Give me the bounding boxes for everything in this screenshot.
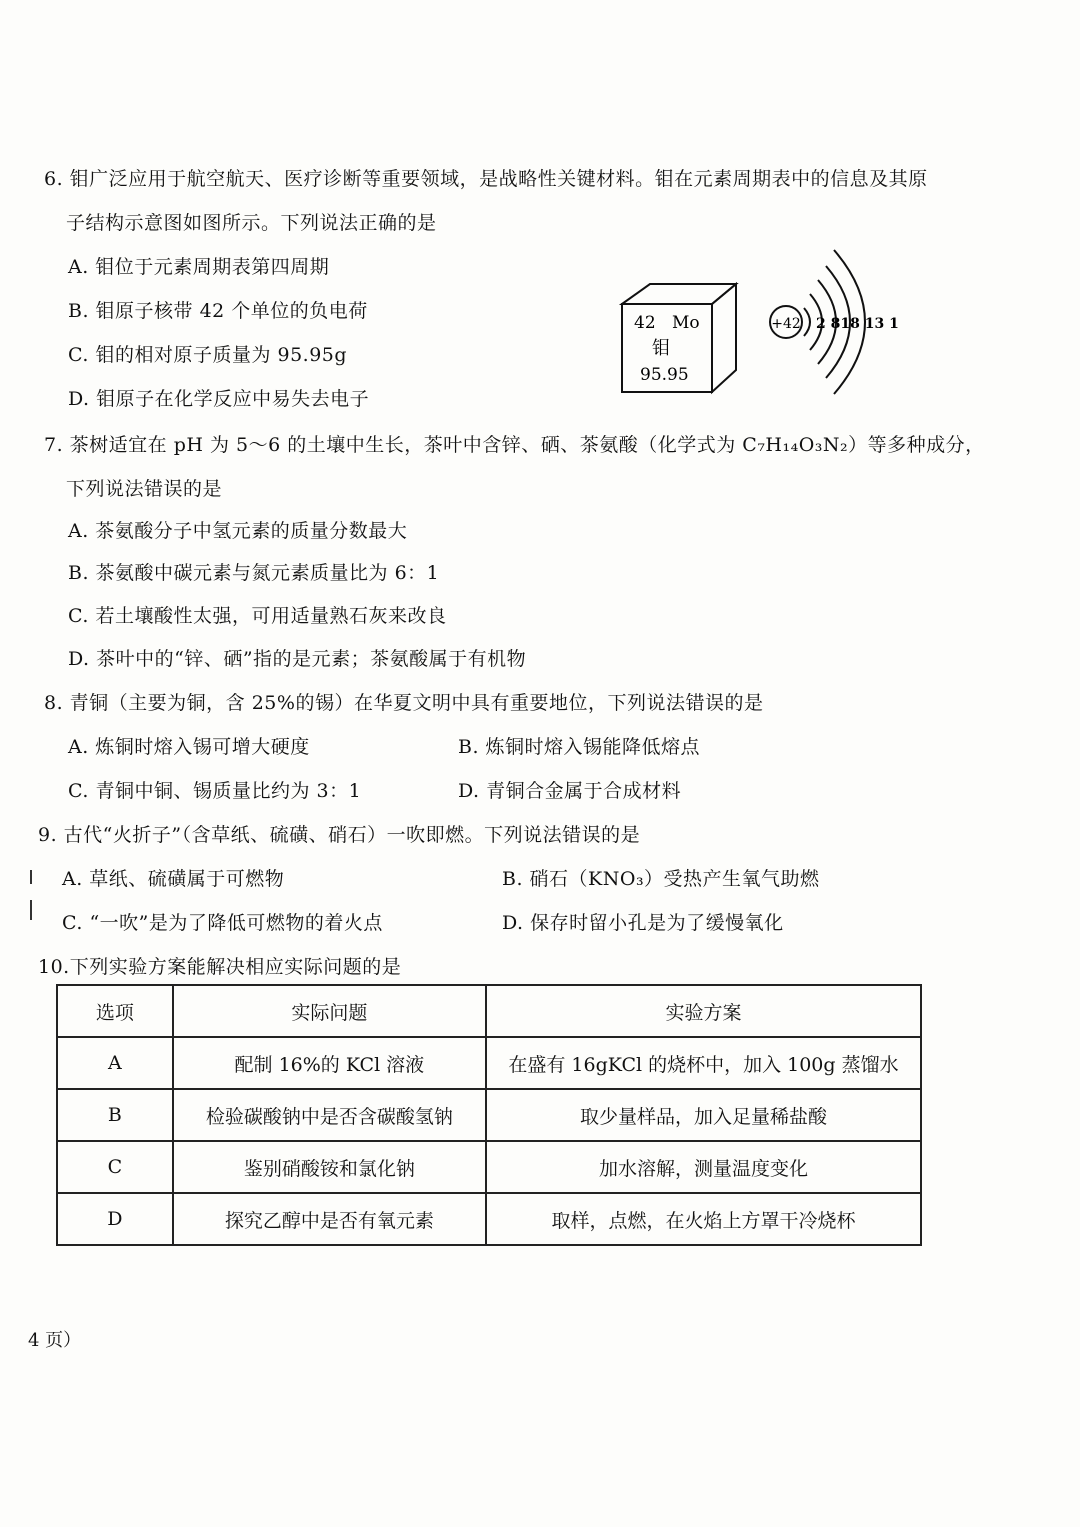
row-option: C [57,1141,173,1193]
q6-option-c: C. 钼的相对原子质量为 95.95g [68,344,348,366]
q8-option-a: A. 炼铜时熔入锡可增大硬度 [68,736,310,758]
electron-counts: 2 818 13 1 [816,316,899,332]
q6-stem-line1: 6. 钼广泛应用于航空航天、医疗诊断等重要领域，是战略性关键材料。钼在元素周期表中的信息及其原 [44,168,928,190]
q8-option-c: C. 青铜中铜、锡质量比约为 3：1 [68,780,362,802]
row-option: D [57,1193,173,1245]
q8-option-b: B. 炼铜时熔入锡能降低熔点 [458,736,701,758]
q8-stem: 8. 青铜（主要为铜，含 25%的锡）在华夏文明中具有重要地位，下列说法错误的是 [44,692,764,714]
q6-stem-line2: 子结构示意图如图所示。下列说法正确的是 [66,212,437,234]
element-mass: 95.95 [640,365,689,385]
q9-option-b: B. 硝石（KNO₃）受热产生氧气助燃 [502,868,820,890]
q6-option-b: B. 钼原子核带 42 个单位的负电荷 [68,300,368,322]
table-row [57,1193,921,1245]
row-option: B [57,1089,173,1141]
row-option: A [57,1037,173,1089]
nucleus-charge: +42 [771,316,801,332]
experiment-table [56,984,922,1246]
header-problem: 实际问题 [173,985,486,1037]
element-symbol: Mo [672,313,700,333]
q6-option-a: A. 钼位于元素周期表第四周期 [68,256,330,278]
molybdenum-figure [612,232,912,412]
table-row [57,1141,921,1193]
q10-stem: 10.下列实验方案能解决相应实际问题的是 [38,956,402,978]
table-header-row [57,985,921,1037]
q7-option-c: C. 若土壤酸性太强，可用适量熟石灰来改良 [68,605,447,627]
q9-option-c: C. “一吹”是为了降低可燃物的着火点 [62,912,383,934]
header-option: 选项 [57,985,173,1037]
q7-stem-line1: 7. 茶树适宜在 pH 为 5～6 的土壤中生长，茶叶中含锌、硒、茶氨酸（化学式为 C₇H₁₄O₃N₂）等多种成分， [44,434,985,456]
row-plan: 取样，点燃，在火焰上方罩干冷烧杯 [486,1193,921,1245]
row-problem: 鉴别硝酸铵和氯化钠 [173,1141,486,1193]
q8-option-d: D. 青铜合金属于合成材料 [458,780,682,802]
row-plan: 加水溶解，测量温度变化 [486,1141,921,1193]
element-number: 42 [634,313,656,333]
row-plan: 在盛有 16gKCl 的烧杯中，加入 100g 蒸馏水 [486,1037,921,1089]
row-problem: 探究乙醇中是否有氧元素 [173,1193,486,1245]
q7-option-b: B. 茶氨酸中碳元素与氮元素质量比为 6：1 [68,562,440,584]
page-number: 4 页） [28,1330,82,1351]
margin-mark [30,870,32,884]
table-row [57,1037,921,1089]
row-plan: 取少量样品，加入足量稀盐酸 [486,1089,921,1141]
q7-option-d: D. 茶叶中的“锌、硒”指的是元素；茶氨酸属于有机物 [68,648,527,670]
element-name: 钼 [652,338,670,359]
margin-mark [30,900,32,920]
q9-stem: 9. 古代“火折子”（含草纸、硫磺、硝石）一吹即燃。下列说法错误的是 [38,824,641,846]
header-plan: 实验方案 [486,985,921,1037]
row-problem: 配制 16%的 KCl 溶液 [173,1037,486,1089]
row-problem: 检验碳酸钠中是否含碳酸氢钠 [173,1089,486,1141]
table-row [57,1089,921,1141]
q7-option-a: A. 茶氨酸分子中氢元素的质量分数最大 [68,520,408,542]
q6-option-d: D. 钼原子在化学反应中易失去电子 [68,388,370,410]
q9-option-a: A. 草纸、硫磺属于可燃物 [62,868,285,890]
q7-stem-line2: 下列说法错误的是 [66,478,223,500]
q9-option-d: D. 保存时留小孔是为了缓慢氧化 [502,912,784,934]
